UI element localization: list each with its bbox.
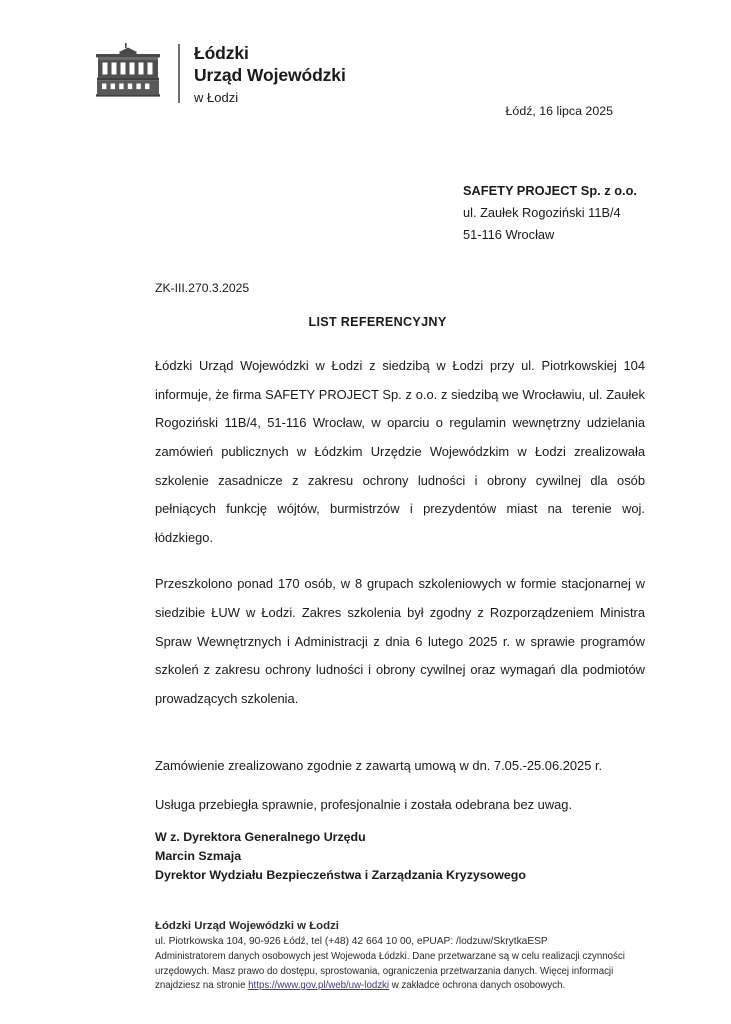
footer-privacy-link[interactable]: https://www.gov.pl/web/uw-lodzki	[248, 979, 390, 991]
signature-block	[155, 828, 526, 885]
body-paragraph-4: Usługa przebiegła sprawnie, profesjonalnie i została odebrana bez uwag.	[155, 797, 573, 813]
signature-name: Marcin Szmaja	[155, 848, 242, 863]
body-paragraph-3: Zamówienie zrealizowano zgodnie z zawartą umową w dn. 7.05.-25.06.2025 r.	[155, 757, 603, 773]
page-footer	[155, 918, 625, 993]
body-paragraph-2: Przeszkolono ponad 170 osób, w 8 grupach szkoleniowych w formie stacjonarnej w siedzibie ŁUW w Łodzi. Zakres szkolenia był zgodny z Rozporządzeniem Ministra Spraw Wewnętrznych i Administracji z dnia 6 lutego 2025 r. w sprawie programów szkoleń z zakresu ochrony ludności i obrony cywilnej oraz wymagań dla podmiotów prowadzących szkolenia.	[155, 576, 645, 707]
document-body	[155, 352, 645, 831]
recipient-address-block	[463, 180, 637, 246]
signature-title: Dyrektor Wydziału Bezpieczeństwa i Zarządzania Kryzysowego	[155, 867, 526, 882]
reference-number: ZK-III.270.3.2025	[155, 281, 250, 295]
government-building-crest-icon	[92, 42, 164, 98]
footer-privacy-notice	[155, 950, 625, 993]
letterhead-line-1: Łódzki	[194, 43, 249, 63]
signature-role-prefix: W z. Dyrektora Generalnego Urzędu	[155, 830, 366, 844]
letterhead-line-3: w Łodzi	[194, 90, 239, 106]
footer-contact-line: ul. Piotrkowska 104, 90-926 Łódź, tel (+48) 42 664 10 00, ePUAP: /lodzuw/SkrytkaESP	[155, 936, 548, 948]
footer-privacy-text-after: w zakładce ochrona danych osobowych.	[389, 979, 566, 991]
recipient-city: 51-116 Wrocław	[463, 227, 555, 242]
date-line: Łódź, 16 lipca 2025	[505, 104, 613, 118]
letterhead	[92, 42, 346, 107]
footer-organisation-name: Łódzki Urząd Wojewódzki w Łodzi	[155, 920, 339, 932]
footer-privacy-text-before: Administratorem danych osobowych jest Wojewoda Łódzki. Dane przetwarzane są w celu realizacji czynności urzędowych. Masz prawo do dostępu, sprostowania, ograniczenia przetwarzania danych. Więcej informacji znajdziesz na stronie	[155, 951, 625, 991]
recipient-street: ul. Zaułek Rogoziński 11B/4	[463, 205, 621, 220]
letterhead-wordmark	[194, 42, 346, 107]
body-paragraph-1: Łódzki Urząd Wojewódzki w Łodzi z siedzibą w Łodzi przy ul. Piotrkowskiej 104 informuje, że firma SAFETY PROJECT Sp. z o.o. z siedzibą we Wrocławiu, ul. Zaułek Rogoziński 11B/4, 51-116 Wrocław, w oparciu o regulamin wewnętrzny udzielania zamówień publicznych w Łódzkim Urzędzie Wojewódzkim w Łodzi zrealizowała szkolenie zasadnicze z zakresu ochrony ludności i obrony cywilnej dla osób pełniących funkcję wójtów, burmistrzów i prezydentów miast na terenie woj. łódzkiego.	[155, 358, 645, 545]
letterhead-divider	[178, 44, 180, 103]
letterhead-line-2: Urząd Wojewódzki	[194, 64, 346, 85]
document-title: LIST REFERENCYJNY	[308, 315, 447, 329]
recipient-name: SAFETY PROJECT Sp. z o.o.	[463, 183, 637, 198]
